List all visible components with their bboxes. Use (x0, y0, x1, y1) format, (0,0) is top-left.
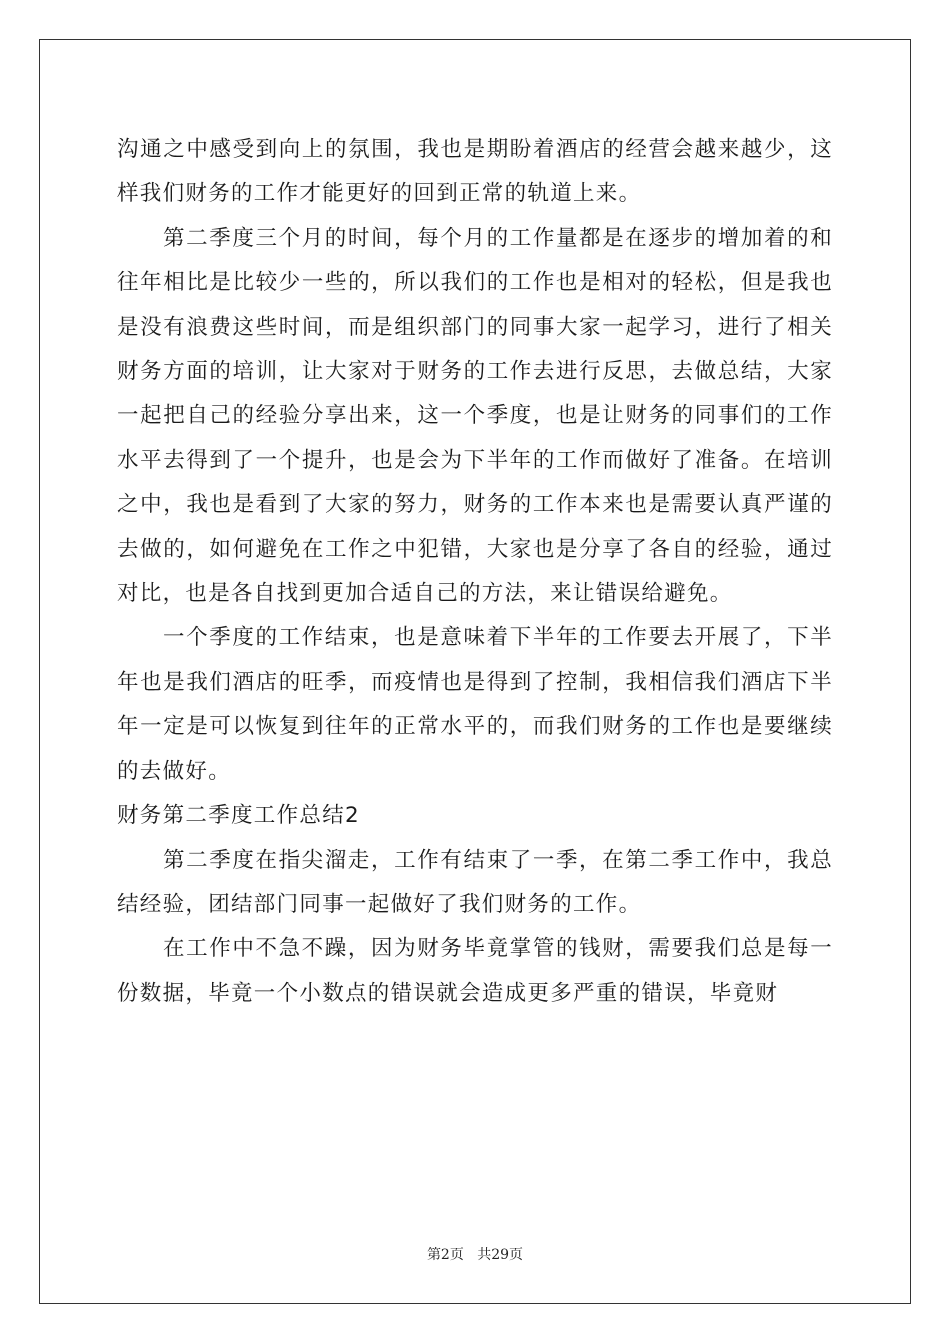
paragraph-4: 第二季度在指尖溜走，工作有结束了一季，在第二季工作中，我总结经验，团结部门同事一起做好了我们财务的工作。 (117, 847, 833, 917)
paragraph-3: 一个季度的工作结束，也是意味着下半年的工作要去开展了，下半年也是我们酒店的旺季，而疫情也是得到了控制，我相信我们酒店下半年一定是可以恢复到往年的正常水平的，而我们财务的工作也是要继续的去做好。 (117, 625, 833, 784)
page-total: 共29页 (477, 1247, 524, 1263)
paragraph-1: 沟通之中感受到向上的氛围，我也是期盼着酒店的经营会越来越少，这样我们财务的工作才能更好的回到正常的轨道上来。 (117, 137, 833, 207)
paragraph-2: 第二季度三个月的时间，每个月的工作量都是在逐步的增加着的和往年相比是比较少一些的，所以我们的工作也是相对的轻松，但是我也是没有浪费这些时间，而是组织部门的同事大家一起学习，进行了相关财务方面的培训，让大家对于财务的工作去进行反思，去做总结，大家一起把自己的经验分享出来，这一个季度，也是让财务的同事们的工作水平去得到了一个提升，也是会为下半年的工作而做好了准备。在培训之中，我也是看到了大家的努力，财务的工作本来也是需要认真严谨的去做的，如何避免在工作之中犯错，大家也是分享了各自的经验，通过对比，也是各自找到更加合适自己的方法，来让错误给避免。 (117, 225, 833, 607)
document-body (117, 128, 833, 1016)
page-footer (0, 1244, 950, 1264)
page-number: 第2页 (426, 1247, 464, 1263)
paragraph-5: 在工作中不急不躁，因为财务毕竟掌管的钱财，需要我们总是每一份数据，毕竟一个小数点的错误就会造成更多严重的错误，毕竟财 (117, 936, 833, 1006)
section-heading: 财务第二季度工作总结2 (117, 803, 360, 829)
